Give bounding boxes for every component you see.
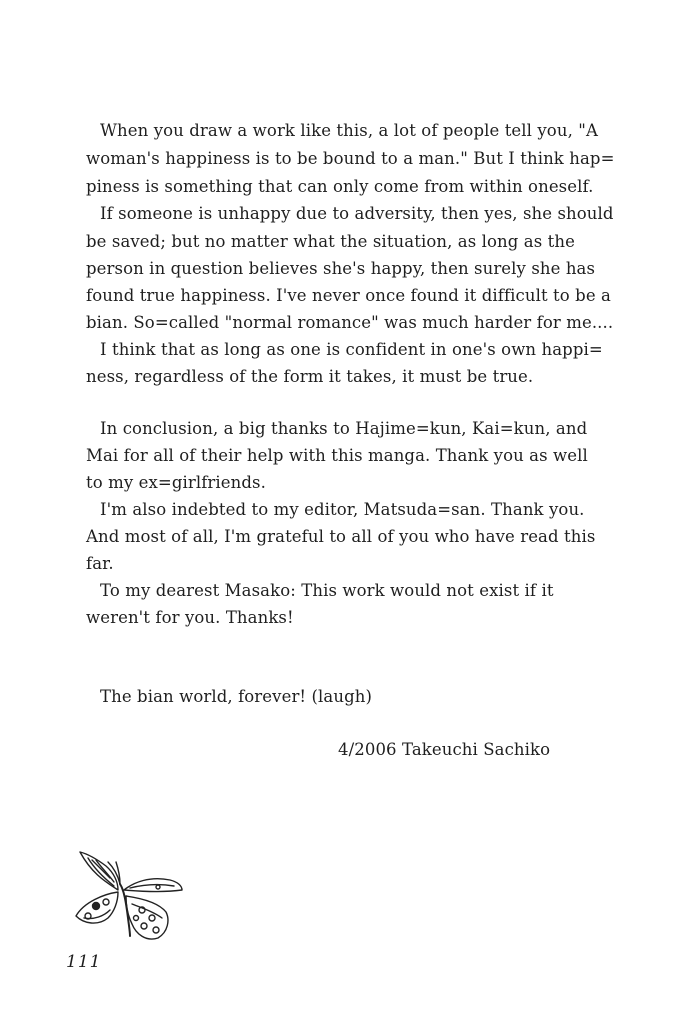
page-number: 111 [66,952,102,972]
text-line: weren't for you. Thanks! [86,608,294,627]
text-line: be saved; but no matter what the situation, as long as the [86,232,575,251]
text-line: If someone is unhappy due to adversity, then yes, she should [100,204,614,223]
text-line: far. [86,554,114,573]
text-line: found true happiness. I've never once found it difficult to be a [86,286,611,305]
text-line: To my dearest Masako: This work would not exist if it [100,581,554,600]
text-line: bian. So=called "normal romance" was much harder for me.... [86,313,614,332]
text-line: person in question believes she's happy, then surely she has [86,259,596,278]
closing-line: The bian world, forever! (laugh) [100,687,373,706]
text-line: When you draw a work like this, a lot of people tell you, "A [100,121,598,140]
text-line: In conclusion, a big thanks to Hajime=kun, Kai=kun, and [100,419,588,438]
text-line: ness, regardless of the form it takes, it must be true. [86,367,534,386]
text-line: I'm also indebted to my editor, Matsuda=san. Thank you. [100,500,585,519]
text-line: Mai for all of their help with this manga. Thank you as well [86,446,588,465]
text-line: woman's happiness is to be bound to a man." But I think hap= [86,149,615,168]
text-line: piness is something that can only come from within oneself. [86,177,594,196]
text-line: And most of all, I'm grateful to all of you who have read this [86,527,596,546]
text-line: to my ex=girlfriends. [86,473,266,492]
text-line: I think that as long as one is confident in one's own happi= [100,340,603,359]
butterfly-icon [70,846,190,946]
signature: 4/2006 Takeuchi Sachiko [338,740,551,759]
